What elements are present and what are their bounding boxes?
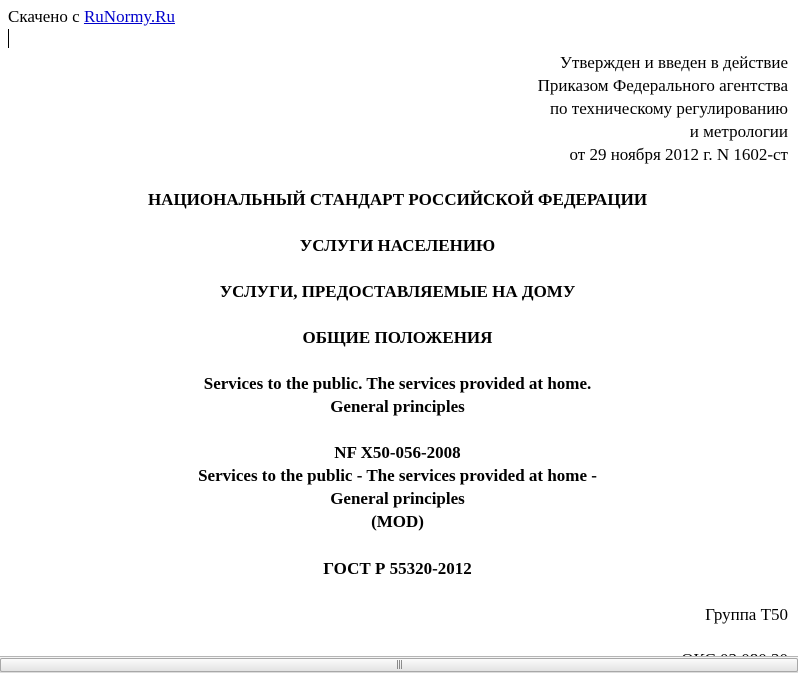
title-line-3: ОБЩИЕ ПОЛОЖЕНИЯ bbox=[302, 328, 493, 347]
approval-line: и метрологии bbox=[689, 122, 788, 141]
horizontal-scrollbar[interactable] bbox=[0, 656, 798, 673]
text-caret bbox=[8, 29, 9, 48]
title-line-1: УСЛУГИ НАСЕЛЕНИЮ bbox=[299, 236, 496, 255]
approval-block bbox=[538, 51, 788, 166]
nf-code: NF X50-056-2008 bbox=[334, 443, 461, 462]
approval-line: от 29 ноября 2012 г. N 1602-ст bbox=[569, 145, 788, 164]
approval-line: по техническому регулированию bbox=[549, 99, 788, 118]
approval-line: Приказом Федерального агентства bbox=[537, 76, 788, 95]
standard-type-heading: НАЦИОНАЛЬНЫЙ СТАНДАРТ РОССИЙСКОЙ ФЕДЕРАЦИИ bbox=[147, 190, 648, 209]
source-link[interactable]: RuNormy.Ru bbox=[83, 7, 175, 26]
scroll-grip-icon: ||| bbox=[396, 660, 403, 670]
approval-line: Утвержден и введен в действие bbox=[559, 53, 788, 72]
title-line-2: УСЛУГИ, ПРЕДОСТАВЛЯЕМЫЕ НА ДОМУ bbox=[219, 282, 576, 301]
mod-label: (MOD) bbox=[371, 512, 424, 531]
nf-reference: NF X50-056-2008 Services to the public - The services provided at home - General principles (MOD) bbox=[0, 441, 795, 533]
english-title: Services to the public. The services provided at home. General principles bbox=[203, 374, 592, 416]
gost-number: ГОСТ Р 55320-2012 bbox=[323, 559, 472, 578]
downloaded-prefix: Скачено с bbox=[8, 7, 80, 26]
source-line bbox=[8, 5, 175, 28]
scrollbar-thumb[interactable] bbox=[0, 658, 798, 672]
group-code: Группа Т50 bbox=[705, 605, 788, 624]
